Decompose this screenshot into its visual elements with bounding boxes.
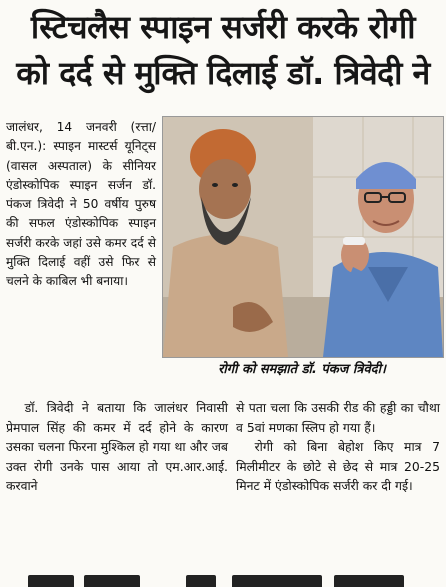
photo-caption: रोगी को समझाते डॉ. पंकज त्रिवेदी। [218,362,386,377]
next-headline-cutoff [0,571,446,587]
article-bottom-right-column [236,398,440,496]
article-left-column [6,118,156,292]
article-paragraph: जालंधर, 14 जनवरी (रत्ता/बी.एन.): स्पाइन मास्टर्स यूनिट्स (वासल अस्पताल) के सीनियर एंडोस्कोपिक स्पाइन सर्जन डॉ. पंकज त्रिवेदी ने 50 वर्षीय पुरुष की सफल एंडोस्कोपिक स्पाइन सर्जरी करके जहां उसे कमर दर्द से मुक्ति दिलाई वहीं उसे फिर से चलने के काबिल भी बनाया। [6,120,156,289]
article-paragraph: से पता चला कि उसकी रीड की हड्डी का चौथा व 5वां मणका स्लिप हो गया हैं। [236,400,440,435]
headline-line-2: को दर्द से मुक्ति दिलाई डॉ. त्रिवेदी ने [16,54,430,92]
article-bottom-left-column [6,398,228,496]
news-photo [162,116,444,358]
doctor-patient-photo [163,117,443,357]
article-paragraph: रोगी को बिना बेहोश किए मात्र 7 मिलीमीटर के छोटे से छेद से मात्र 20-25 मिनट में एंडोस्कोपिक सर्जरी कर दी गई। [236,439,440,494]
article-paragraph: डॉ. त्रिवेदी ने बताया कि जालंधर निवासी प्रेमपाल सिंह की कमर में दर्द होने के कारण उसका चलना फिरना मुश्किल हो गया था और जब उक्त रोगी उनके पास आया तो एम.आर.आई. करवाने [6,400,228,494]
headline [6,4,440,96]
headline-line-1: स्टिचलैस स्पाइन सर्जरी करके रोगी [30,8,416,46]
